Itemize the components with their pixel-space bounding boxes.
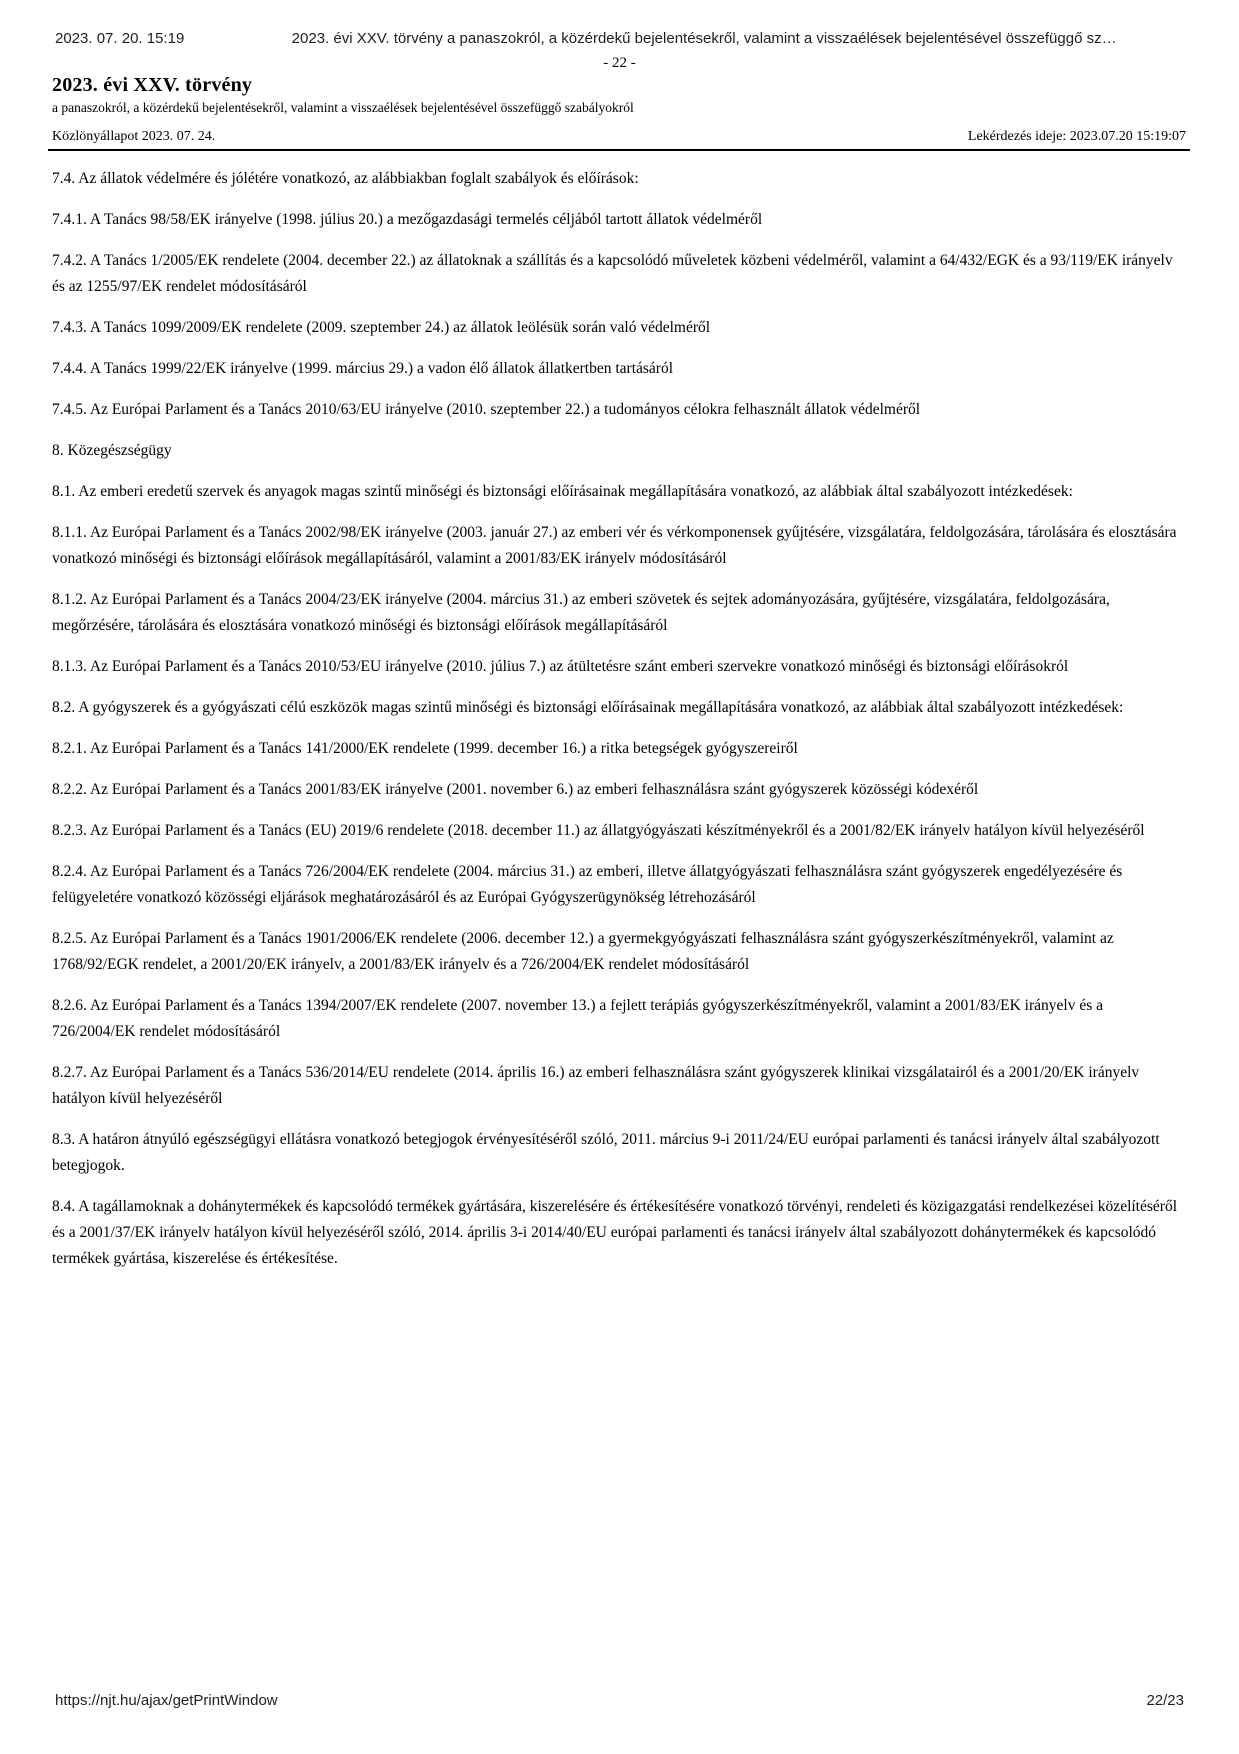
document-status-row — [52, 129, 1186, 145]
paragraph: 8.2.7. Az Európai Parlament és a Tanács 536/2014/EU rendelete (2014. április 16.) az emberi felhasználásra szánt gyógyszerek klinikai vizsgálatairól és a 2001/20/EK irányelv hatályon kívül helyezéséről — [52, 1064, 1140, 1107]
print-footer — [55, 1692, 1184, 1709]
paragraph: 8.1.2. Az Európai Parlament és a Tanács 2004/23/EK irányelve (2004. március 31.) az emberi szövetek és sejtek adományozására, gyűjtésére, vizsgálatára, feldolgozására, megőrzésére, tárolására és elosztására vonatkozó minőségi és biztonsági előírások megállapításáról — [52, 591, 1110, 634]
document-title: 2023. évi XXV. törvény — [52, 74, 253, 96]
paragraph: 8.2.1. Az Európai Parlament és a Tanács 141/2000/EK rendelete (1999. december 16.) a ritka betegségek gyógyszereiről — [52, 740, 798, 757]
paragraph: 8.2.3. Az Európai Parlament és a Tanács (EU) 2019/6 rendelete (2018. december 11.) az állatgyógyászati készítményekről és a 2001/82/EK irányelv hatályon kívül helyezéséről — [52, 822, 1145, 839]
paragraph: 7.4.5. Az Európai Parlament és a Tanács 2010/63/EU irányelve (2010. szeptember 22.) a tudományos célokra felhasznált állatok védelméről — [52, 401, 921, 418]
header-divider — [48, 149, 1190, 151]
paragraph: 8.2.4. Az Európai Parlament és a Tanács 726/2004/EK rendelete (2004. március 31.) az emberi, illetve állatgyógyászati felhasználásra szánt gyógyszerek engedélyezésére és felügyeletére vonatkozó közösségi eljárások meghatározásáról és az Európai Gyógyszerügynökség létrehozásáról — [52, 863, 1123, 906]
gazette-state-label: Közlönyállapot 2023. 07. 24. — [52, 129, 216, 144]
paragraph: 8. Közegészségügy — [52, 442, 172, 459]
paragraph: 8.1.3. Az Európai Parlament és a Tanács 2010/53/EU irányelve (2010. július 7.) az átültetésre szánt emberi szervekre vonatkozó minőségi és biztonsági előírásokról — [52, 658, 1069, 675]
print-header-datetime: 2023. 07. 20. 15:19 — [55, 30, 185, 47]
document-subtitle: a panaszokról, a közérdekű bejelentésekről, valamint a visszaélések bejelentésével összefüggő szabályokról — [52, 100, 634, 115]
paragraph: 7.4.3. A Tanács 1099/2009/EK rendelete (2009. szeptember 24.) az állatok leölésük során való védelméről — [52, 319, 711, 336]
paragraph: 8.3. A határon átnyúló egészségügyi ellátásra vonatkozó betegjogok érvényesítéséről szóló, 2011. március 9-i 2011/24/EU európai parlamenti és tanácsi irányelv által szabályozott betegjogok. — [52, 1131, 1160, 1174]
print-header — [55, 30, 1184, 47]
paragraph: 7.4. Az állatok védelmére és jólétére vonatkozó, az alábbiakban foglalt szabályok és előírások: — [52, 170, 639, 187]
paragraph: 8.2.2. Az Európai Parlament és a Tanács 2001/83/EK irányelve (2001. november 6.) az emberi felhasználásra szánt gyógyszerek közösségi kódexéről — [52, 781, 979, 798]
print-header-title: 2023. évi XXV. törvény a panaszokról, a közérdekű bejelentésekről, valamint a visszaélések bejelentésével összefüggő sz… — [291, 30, 1117, 47]
page-number-marker: - 22 - — [603, 55, 636, 71]
document-body — [52, 166, 1187, 1287]
paragraph: 8.1. Az emberi eredetű szervek és anyagok magas szintű minőségi és biztonsági előírásainak megállapítására vonatkozó, az alábbiak által szabályozott intézkedések: — [52, 483, 1073, 500]
paragraph: 7.4.2. A Tanács 1/2005/EK rendelete (2004. december 22.) az állatoknak a szállítás és a kapcsolódó műveletek közbeni védelméről, valamint a 64/432/EGK és a 93/119/EK irányelv és az 1255/97/EK rendelet módosításáról — [52, 252, 1173, 295]
paragraph: 8.2. A gyógyszerek és a gyógyászati célú eszközök magas szintű minőségi és biztonsági előírásainak megállapítására vonatkozó, az alábbiak által szabályozott intézkedések: — [52, 699, 1124, 716]
paragraph: 8.2.5. Az Európai Parlament és a Tanács 1901/2006/EK rendelete (2006. december 12.) a gyermekgyógyászati felhasználásra szánt gyógyszerkészítményekről, valamint az 1768/92/EGK rendelet, a 2001/20/EK irányelv, a 2001/83/EK irányelv és a 726/2004/EK rendelet módosításáról — [52, 930, 1114, 973]
paragraph: 8.4. A tagállamoknak a dohánytermékek és kapcsolódó termékek gyártására, kiszerelésére és értékesítésére vonatkozó törvényi, rendeleti és közigazgatási rendelkezései közelítéséről és a 2001/37/EK irányelv hatályon kívül helyezéséről szóló, 2014. április 3-i 2014/40/EU európai parlamenti és tanácsi irányelv által szabályozott dohánytermékek és kapcsolódó termékek gyártása, kiszerelése és értékesítése. — [52, 1198, 1177, 1267]
paragraph: 7.4.1. A Tanács 98/58/EK irányelve (1998. július 20.) a mezőgazdasági termelés céljából tartott állatok védelméről — [52, 211, 763, 228]
paragraph: 8.2.6. Az Európai Parlament és a Tanács 1394/2007/EK rendelete (2007. november 13.) a fejlett terápiás gyógyszerkészítményekről, valamint a 2001/83/EK irányelv és a 726/2004/EK rendelet módosításáról — [52, 997, 1104, 1040]
print-footer-url: https://njt.hu/ajax/getPrintWindow — [55, 1692, 278, 1709]
print-footer-page-indicator: 22/23 — [1146, 1692, 1184, 1709]
query-time-label: Lekérdezés ideje: 2023.07.20 15:19:07 — [967, 129, 1186, 144]
paragraph: 7.4.4. A Tanács 1999/22/EK irányelve (1999. március 29.) a vadon élő állatok állatkertben tartásáról — [52, 360, 674, 377]
paragraph: 8.1.1. Az Európai Parlament és a Tanács 2002/98/EK irányelve (2003. január 27.) az emberi vér és vérkomponensek gyűjtésére, vizsgálatára, feldolgozására, tárolására és elosztására vonatkozó minőségi és biztonsági előírások megállapításáról, valamint a 2001/83/EK irányelv módosításáról — [52, 524, 1177, 567]
